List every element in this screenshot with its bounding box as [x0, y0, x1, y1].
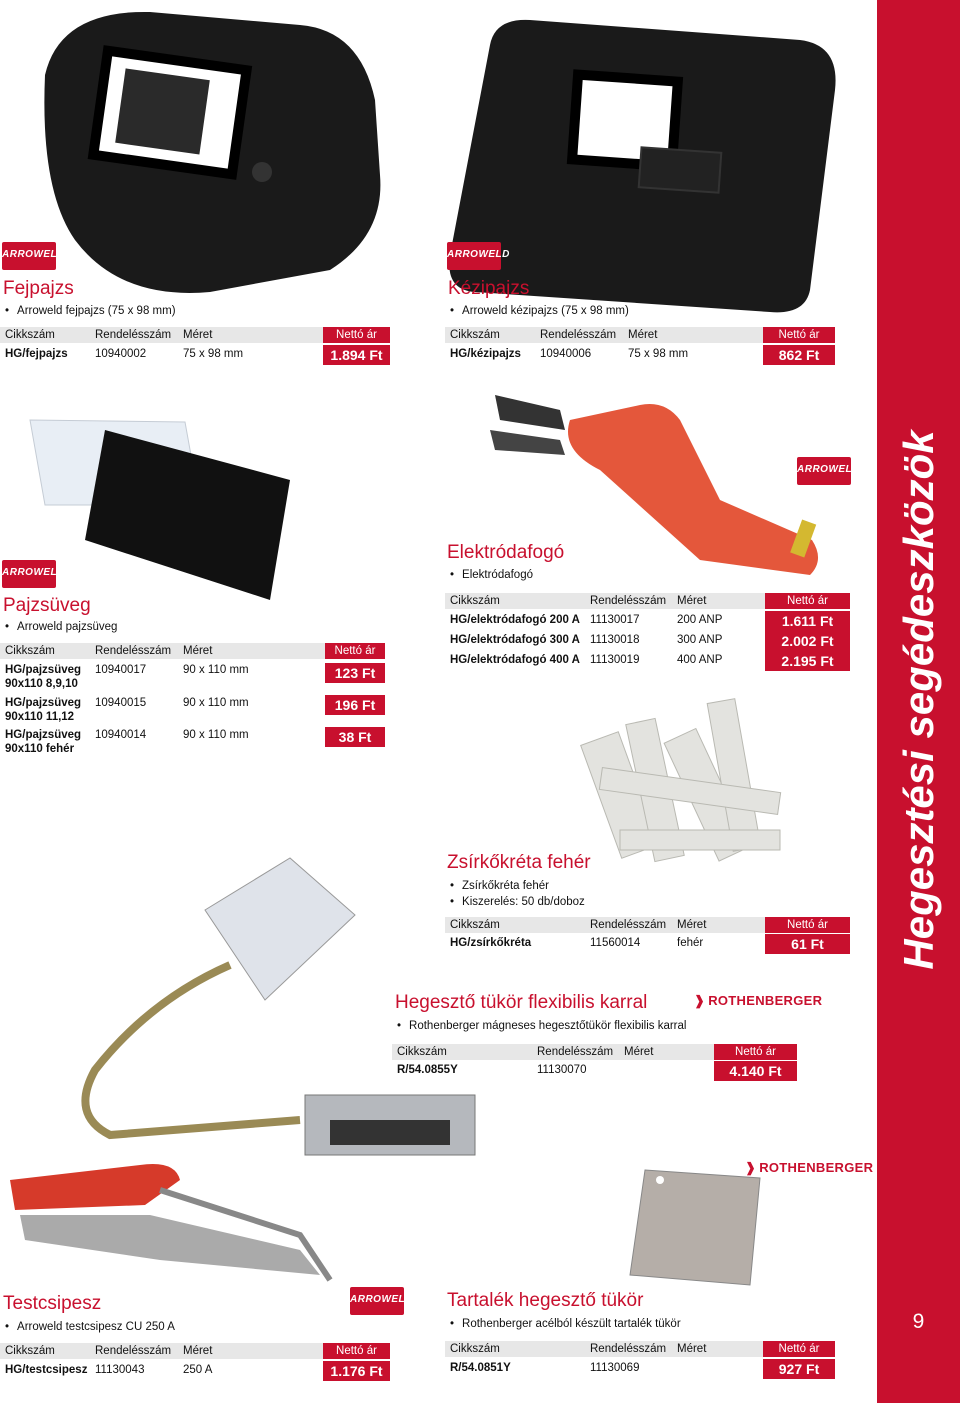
product-bullets: • Arroweld testcsipesz CU 250 A — [5, 1319, 175, 1335]
price-tag: 123 Ft — [325, 663, 385, 683]
product-title: Tartalék hegesztő tükör — [447, 1290, 644, 1311]
rothenberger-logo: ❱ ROTHENBERGER — [745, 1160, 873, 1176]
product-bullets: • Elektródafogó — [450, 567, 533, 583]
hand-shield-image — [449, 20, 835, 312]
shield-glass-image — [30, 420, 290, 600]
ground-clamp-image — [10, 1164, 330, 1280]
arroweld-logo: ARROWELD — [797, 457, 851, 485]
table-header: Cikkszám Rendelésszám Méret Nettó ár — [0, 643, 385, 659]
price-tag: 1.611 Ft — [765, 611, 850, 631]
sidebar-title: Hegesztési segédeszközök — [894, 430, 942, 970]
spare-mirror-image — [630, 1170, 760, 1285]
table-header: Cikkszám Rendelésszám Méret Nettó ár — [445, 917, 850, 933]
product-title: Pajzsüveg — [3, 595, 91, 616]
table-header: Cikkszám Rendelésszám Méret Nettó ár — [445, 1341, 835, 1357]
arroweld-logo: ARROWELD — [2, 242, 56, 270]
price-tag: 196 Ft — [325, 695, 385, 715]
product-bullets: • Rothenberger mágneses hegesztőtükör flexibilis karral — [397, 1018, 686, 1034]
product-title: Elektródafogó — [447, 542, 565, 563]
product-bullets: • Arroweld kézipajzs (75 x 98 mm) — [450, 303, 629, 319]
product-title: Fejpajzs — [3, 278, 74, 299]
page-number: 9 — [912, 1310, 925, 1333]
table-header: Cikkszám Rendelésszám Méret Nettó ár — [392, 1044, 797, 1060]
price-tag: 927 Ft — [763, 1359, 835, 1379]
price-tag: 2.195 Ft — [765, 651, 850, 671]
table-header: Cikkszám Rendelésszám Méret Nettó ár — [0, 327, 390, 343]
arroweld-logo: ARROWELD — [447, 242, 501, 270]
helmet-image — [44, 12, 380, 293]
arroweld-logo: ARROWELD — [2, 560, 56, 588]
chalk-sticks-image — [581, 699, 781, 862]
product-title: Zsírkőkréta fehér — [447, 852, 591, 873]
price-tag: 4.140 Ft — [714, 1061, 797, 1081]
arroweld-logo: ARROWELD — [350, 1287, 404, 1315]
price-tag: 862 Ft — [763, 345, 835, 365]
price-tag: 2.002 Ft — [765, 631, 850, 651]
product-bullets: • Arroweld fejpajzs (75 x 98 mm) — [5, 303, 176, 319]
price-tag: 61 Ft — [765, 934, 850, 954]
product-title: Testcsipesz — [3, 1293, 102, 1314]
table-header: Cikkszám Rendelésszám Méret Nettó ár — [0, 1343, 390, 1359]
product-title: Hegesztő tükör flexibilis karral — [395, 992, 648, 1013]
table-header: Cikkszám Rendelésszám Méret Nettó ár — [445, 593, 850, 609]
rothenberger-logo: ❱ ROTHENBERGER — [694, 993, 822, 1009]
price-tag: 38 Ft — [325, 727, 385, 747]
product-bullets: • Rothenberger acélból készült tartalék tükör — [450, 1316, 681, 1332]
price-tag: 1.894 Ft — [323, 345, 390, 365]
price-tag: 1.176 Ft — [323, 1361, 390, 1381]
product-bullets: • Arroweld pajzsüveg — [5, 619, 117, 635]
table-header: Cikkszám Rendelésszám Méret Nettó ár — [445, 327, 835, 343]
product-bullets: • Zsírkőkréta fehér • Kiszerelés: 50 db/doboz — [450, 878, 585, 910]
product-title: Kézipajzs — [448, 278, 530, 299]
